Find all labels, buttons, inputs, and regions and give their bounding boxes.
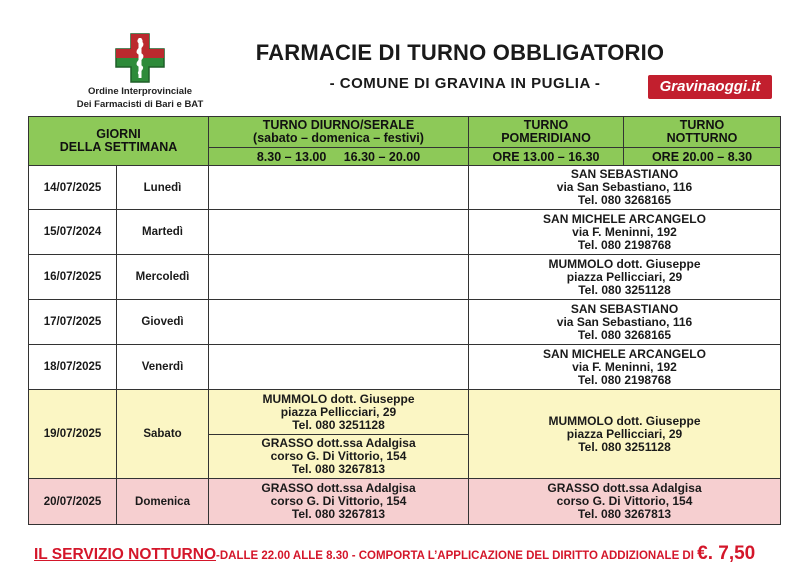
- row-diurno-empty: [209, 345, 469, 390]
- row-date: 18/07/2025: [29, 345, 117, 390]
- header-diurno-hours: 8.30 – 13.00 16.30 – 20.00: [209, 148, 469, 166]
- row-diurno-pharmacy-b: GRASSO dott.ssa Adalgisa corso G. Di Vittorio, 154 Tel. 080 3267813: [209, 435, 469, 479]
- row-day: Martedì: [117, 210, 209, 255]
- footer-service: IL SERVIZIO NOTTURNO: [34, 546, 216, 563]
- footer-price: €. 7,50: [697, 543, 756, 564]
- header-notturno: TURNO NOTTURNO: [624, 117, 781, 148]
- org-name-line2: Dei Farmacisti di Bari e BAT: [76, 99, 204, 110]
- row-date: 14/07/2025: [29, 166, 117, 210]
- row-night-pharmacy: SAN SEBASTIANO via San Sebastiano, 116 Tel. 080 3268165: [469, 166, 781, 210]
- row-date: 20/07/2025: [29, 479, 117, 525]
- org-logo: [70, 32, 210, 110]
- row-day: Domenica: [117, 479, 209, 525]
- table-row-saturday: [29, 390, 781, 435]
- row-date: 15/07/2024: [29, 210, 117, 255]
- row-diurno-empty: [209, 166, 469, 210]
- row-day: Giovedì: [117, 300, 209, 345]
- row-diurno-empty: [209, 300, 469, 345]
- table-row: [29, 255, 781, 300]
- row-diurno-pharmacy-a: GRASSO dott.ssa Adalgisa corso G. Di Vittorio, 154 Tel. 080 3267813: [209, 479, 469, 525]
- table-row: [29, 166, 781, 210]
- row-night-pharmacy: GRASSO dott.ssa Adalgisa corso G. Di Vittorio, 154 Tel. 080 3267813: [469, 479, 781, 525]
- schedule-table: [28, 116, 781, 525]
- row-night-pharmacy: MUMMOLO dott. Giuseppe piazza Pellicciari, 29 Tel. 080 3251128: [469, 390, 781, 479]
- row-diurno-empty: [209, 210, 469, 255]
- header-notturno-hours: ORE 20.00 – 8.30: [624, 148, 781, 166]
- row-diurno-empty: [209, 255, 469, 300]
- page-subtitle: - COMUNE DI GRAVINA IN PUGLIA -: [329, 75, 601, 92]
- row-night-pharmacy: SAN MICHELE ARCANGELO via F. Meninni, 192 Tel. 080 2198768: [469, 345, 781, 390]
- row-date: 17/07/2025: [29, 300, 117, 345]
- table-row: [29, 210, 781, 255]
- table-row-sunday: [29, 479, 781, 525]
- row-night-pharmacy: MUMMOLO dott. Giuseppe piazza Pellicciari, 29 Tel. 080 3251128: [469, 255, 781, 300]
- row-date: 16/07/2025: [29, 255, 117, 300]
- pharmacy-cross-icon: [114, 32, 166, 84]
- footer-hours: -DALLE 22.00 ALLE 8.30 - COMPORTA L’APPLICAZIONE DEL DIRITTO ADDIZIONALE DI: [216, 550, 698, 562]
- row-day: Sabato: [117, 390, 209, 479]
- table-row: [29, 300, 781, 345]
- row-diurno-pharmacy-a: MUMMOLO dott. Giuseppe piazza Pellicciari, 29 Tel. 080 3251128: [209, 390, 469, 435]
- header-pomeridiano: TURNO POMERIDIANO: [469, 117, 624, 148]
- row-date: 19/07/2025: [29, 390, 117, 479]
- footer-note: [34, 543, 794, 565]
- header-pomeridiano-hours: ORE 13.00 – 16.30: [469, 148, 624, 166]
- table-row: [29, 345, 781, 390]
- header-days: GIORNI DELLA SETTIMANA: [29, 117, 209, 166]
- row-day: Mercoledì: [117, 255, 209, 300]
- header-diurno: TURNO DIURNO/SERALE (sabato – domenica – festivi): [209, 117, 469, 148]
- row-night-pharmacy: SAN SEBASTIANO via San Sebastiano, 116 Tel. 080 3268165: [469, 300, 781, 345]
- brand-badge: Gravinaoggi.it: [648, 75, 772, 99]
- row-day: Lunedì: [117, 166, 209, 210]
- org-name-line1: Ordine Interprovinciale: [88, 86, 192, 97]
- row-night-pharmacy: SAN MICHELE ARCANGELO via F. Meninni, 192 Tel. 080 2198768: [469, 210, 781, 255]
- row-day: Venerdì: [117, 345, 209, 390]
- page-title: FARMACIE DI TURNO OBBLIGATORIO: [255, 40, 665, 65]
